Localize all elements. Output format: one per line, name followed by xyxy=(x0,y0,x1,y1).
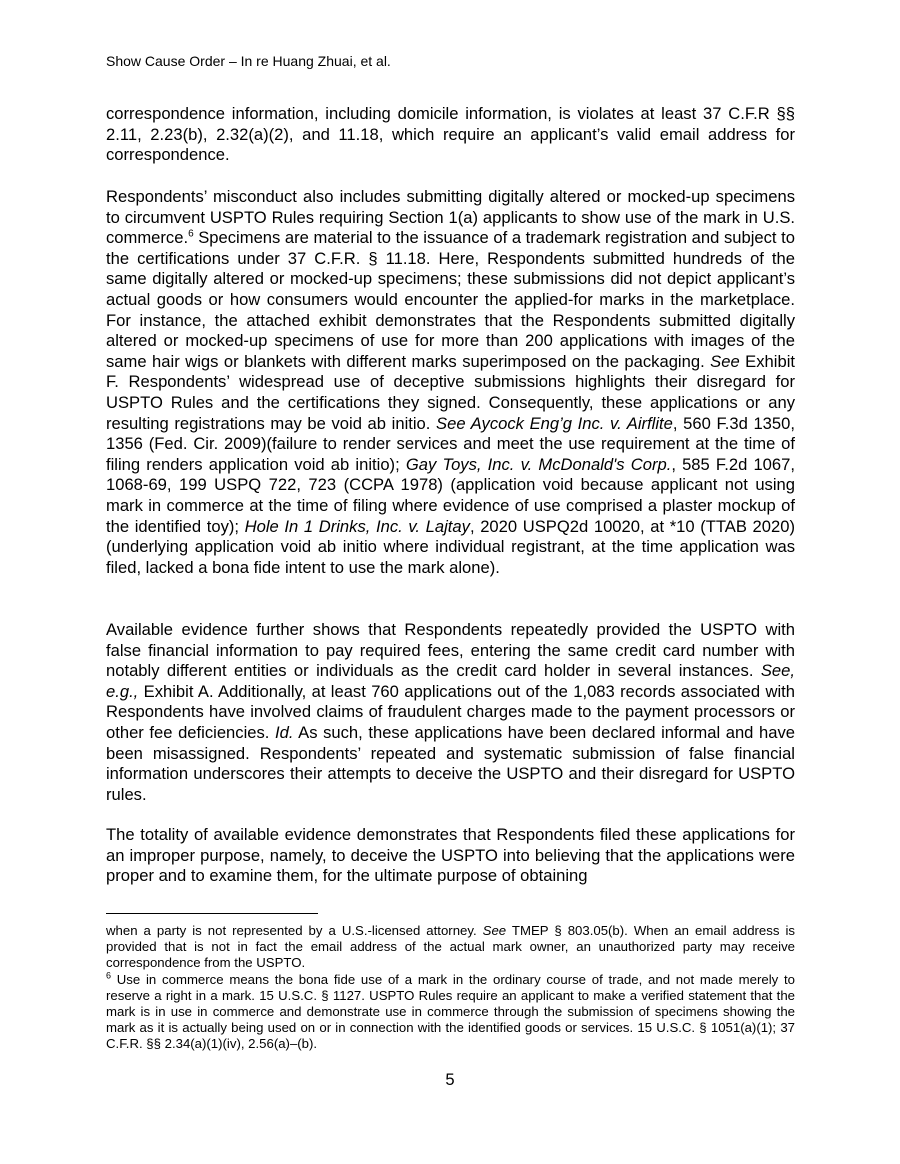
paragraph-totality xyxy=(106,825,795,887)
paragraph-domicile xyxy=(106,104,795,166)
text-run: , 2020 USPQ2d 10020, at *10 (TTAB 2020) (underlying application void ab initio where individual registrant, at the time application was filed, lacked a bona fide intent to use the mark alone). xyxy=(106,516,795,577)
text-run: , 585 F.2d 1067, 1068-69, 199 USPQ 722, 723 (CCPA 1978) (application void because applicant not using mark in commerce at the time of filing where evidence of use comprised a plaster mockup of the identified toy); xyxy=(106,454,795,536)
paragraph-text: correspondence information, including domicile information, is violates at least 37 C.F.R §§ 2.11, 2.23(b), 2.32(a)(2), and 11.18, which require an applicant’s valid email address for correspondence. xyxy=(106,104,795,165)
page-number: 5 xyxy=(445,1070,455,1089)
text-run: Specimens are material to the issuance of a trademark registration and subject to the certifications under 37 C.F.R. § 11.18. Here, Respondents submitted hundreds of the same digitally altered or mocked-up specimens; these submissions did not depict applicant’s actual goods or how consumers would encounter the applied-for marks in the marketplace. For instance, the attached exhibit demonstrates that the Respondents submitted digitally altered or mocked-up specimens of use for more than 200 applications with images of the same hair wigs or blankets with different marks superimposed on the packaging. xyxy=(106,228,795,371)
text-run: Respondents’ misconduct also includes submitting digitally altered or mocked-up specimens to circumvent USPTO Rules requiring Section 1(a) applicants to show use of the mark in U.S. commerce. xyxy=(106,187,795,248)
text-run: , 560 F.3d 1350, 1356 (Fed. Cir. 2009)(failure to render services and meet the use requirement at the time of filing renders application void ab initio); xyxy=(106,413,795,474)
citation-signal: See xyxy=(710,351,740,371)
citation-signal: Id. xyxy=(275,722,294,742)
footnote-6 xyxy=(106,972,795,1053)
running-header: Show Cause Order – In re Huang Zhuai, et al. xyxy=(106,53,391,69)
paragraph-specimens xyxy=(106,187,795,578)
paragraph-text xyxy=(106,620,795,805)
text-run: TMEP § 803.05(b). When an email address is provided that is not in fact the email address of the actual mark owner, an unauthorized party may receive correspondence from the USPTO. xyxy=(106,923,795,971)
footnote-reference: 6 xyxy=(188,228,194,240)
footnote-number: 6 xyxy=(106,970,112,981)
text-run: Available evidence further shows that Respondents repeatedly provided the USPTO with false financial information to pay required fees, entering the same credit card number with notably different entities or individuals as the credit card holder in several instances. xyxy=(106,620,795,681)
citation-signal: See, e.g., xyxy=(106,661,795,701)
text-run: As such, these applications have been declared informal and have been misassigned. Respondents’ repeated and systematic submission of false financial information underscores their attempts to deceive the USPTO and their disregard for USPTO rules. xyxy=(106,722,795,804)
text-run: Exhibit A. Additionally, at least 760 applications out of the 1,083 records associated with Respondents have involved claims of fraudulent charges made to the payment processors or other fee deficiencies. xyxy=(106,681,795,742)
case-citation: Hole In 1 Drinks, Inc. v. Lajtay xyxy=(244,516,470,536)
footnote-continuation xyxy=(106,923,795,972)
text-run: when a party is not represented by a U.S.-licensed attorney. xyxy=(106,923,483,938)
text-run: Use in commerce means the bona fide use of a mark in the ordinary course of trade, and not made merely to reserve a right in a mark. 15 U.S.C. § 1127. USPTO Rules require an applicant to make a verified statement that the mark is in use in commerce and demonstrate use in commerce through the submission of specimens showing the mark as it is actually being used on or in connection with the identified goods or services. 15 U.S.C. § 1051(a)(1); 37 C.F.R. §§ 2.34(a)(1)(iv), 2.56(a)–(b). xyxy=(106,971,795,1052)
case-citation: Gay Toys, Inc. v. McDonald's Corp. xyxy=(405,454,672,474)
citation-signal: See xyxy=(482,923,507,938)
paragraph-text: The totality of available evidence demonstrates that Respondents filed these applications for an improper purpose, namely, to deceive the USPTO into believing that the applications were proper and to examine them, for the ultimate purpose of obtaining xyxy=(106,825,795,886)
paragraph-financial xyxy=(106,620,795,805)
paragraph-text xyxy=(106,187,795,578)
footnote-separator xyxy=(106,913,318,914)
text-run: Exhibit F. Respondents’ widespread use of deceptive submissions highlights their disregard for USPTO Rules and the certifications they signed. Consequently, these applications or any resulting registrations may be void ab initio. xyxy=(106,351,795,433)
case-citation: See Aycock Eng’g Inc. v. Airflite xyxy=(436,413,673,433)
footnotes xyxy=(106,923,795,1053)
